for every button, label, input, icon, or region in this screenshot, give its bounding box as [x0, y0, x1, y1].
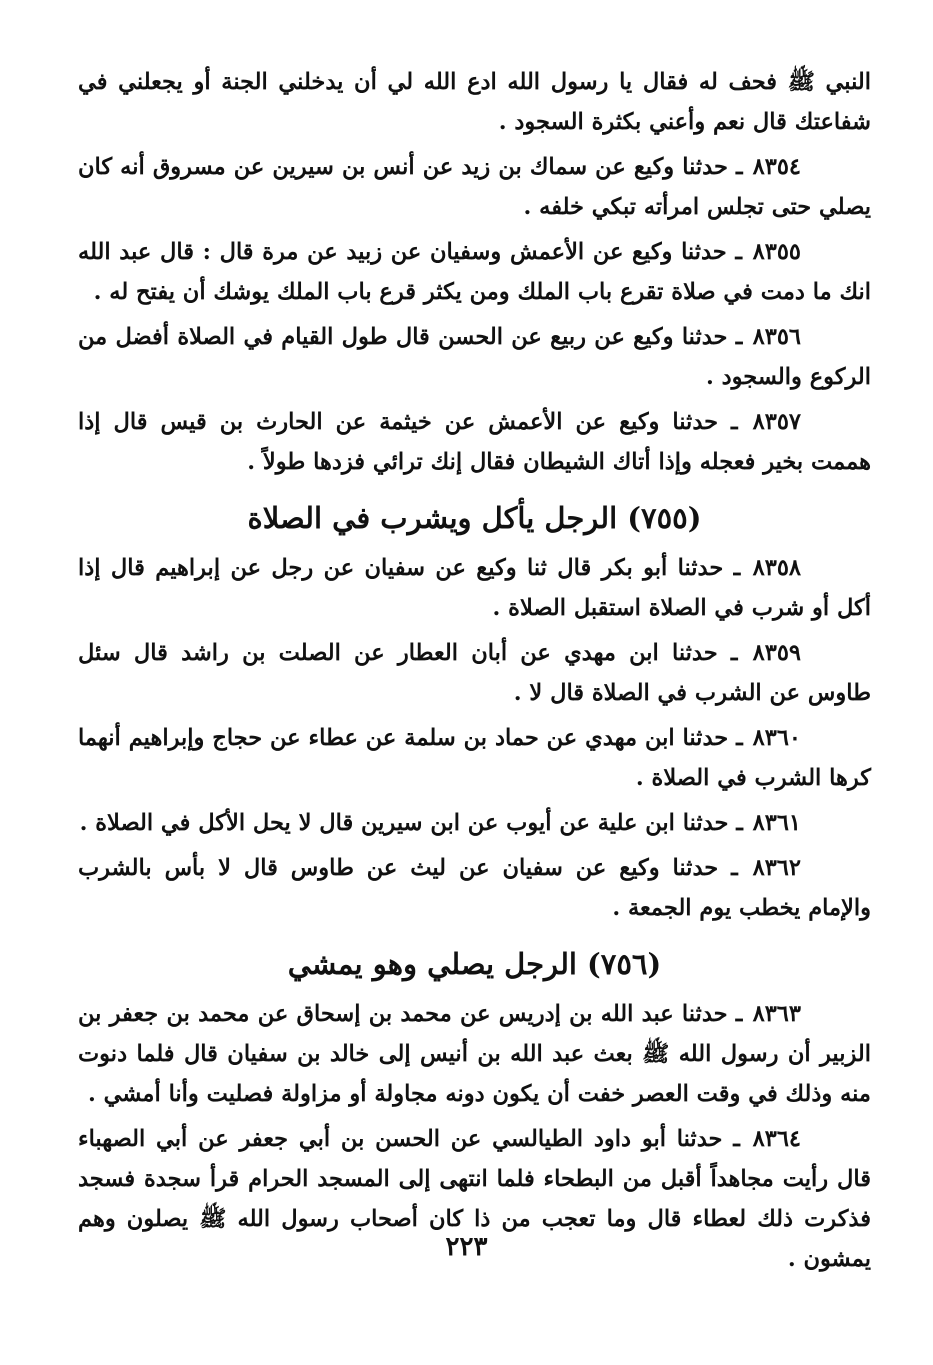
hadith-number: ٨٣٥٤: [752, 154, 801, 180]
hadith-paragraph: [78, 803, 871, 843]
hadith-number: ٨٣٦١: [752, 810, 801, 836]
hadith-number: ٨٣٦٣: [752, 1001, 801, 1027]
hadith-number: ٨٣٥٩: [752, 640, 801, 666]
hadith-text: النبي ﷺ فحف له فقال يا رسول الله ادع الله لي أن يدخلني الجنة أو يجعلني في شفاعتك قال نعم وأعني بكثرة السجود .: [78, 69, 871, 135]
hadith-number: ٨٣٥٧: [752, 409, 801, 435]
chapter-heading-756: (٧٥٦) الرجل يصلي وهو يمشي: [287, 947, 662, 981]
hadith-number: ٨٣٦٤: [752, 1126, 801, 1152]
hadith-text: ـ حدثنا ابن مهدي عن حماد بن سلمة عن عطاء عن حجاج وإبراهيم أنهما كرها الشرب في الصلاة .: [78, 725, 871, 791]
hadith-text: ـ حدثنا وكيع عن الأعمش وسفيان عن زبيد عن مرة قال : قال عبد الله انك ما دمت في صلاة تقرع باب الملك ومن يكثر قرع باب الملك يوشك أن يفتح له .: [78, 239, 871, 305]
hadith-paragraph: [78, 548, 871, 628]
hadith-number: ٨٣٥٥: [752, 239, 801, 265]
hadith-paragraph: [78, 62, 871, 142]
hadith-number: ٨٣٦٢: [752, 855, 801, 881]
hadith-paragraph: [78, 633, 871, 713]
page-body: [78, 62, 871, 1279]
hadith-paragraph: [78, 718, 871, 798]
hadith-text: ـ حدثنا أبو داود الطيالسي عن الحسن بن أبي جعفر عن أبي الصهباء قال رأيت مجاهداً أقبل من البطحاء فلما انتهى إلى المسجد الحرام قرأ سجدة فسجد فذكرت ذلك لعطاء قال وما تعجب من ذا كان أصحاب رسول الله ﷺ يصلون وهم يمشون .: [78, 1126, 871, 1272]
hadith-text: ـ حدثنا وكيع عن سفيان عن ليث عن طاوس قال لا بأس بالشرب والإمام يخطب يوم الجمعة .: [78, 855, 871, 921]
hadith-paragraph: [78, 317, 871, 397]
hadith-text: ـ حدثنا وكيع عن سماك بن زيد عن أنس بن سيرين عن مسروق أنه كان يصلي حتى تجلس امرأته تبكي خلفه .: [78, 154, 871, 220]
chapter-heading-755: (٧٥٥) الرجل يأكل ويشرب في الصلاة: [247, 501, 702, 535]
hadith-text: ـ حدثنا ابن مهدي عن أبان العطار عن الصلت بن راشد قال سئل طاوس عن الشرب في الصلاة قال لا .: [78, 640, 871, 706]
page-number: ٢٢٣: [445, 1232, 488, 1262]
hadith-paragraph: [78, 848, 871, 928]
hadith-paragraph: [78, 147, 871, 227]
hadith-paragraph: [78, 994, 871, 1114]
hadith-paragraph: [78, 232, 871, 312]
hadith-text: ـ حدثنا وكيع عن ربيع عن الحسن قال طول القيام في الصلاة أفضل من الركوع والسجود .: [78, 324, 871, 390]
hadith-text: ـ حدثنا ابن علية عن أيوب عن ابن سيرين قال لا يحل الأكل في الصلاة .: [79, 810, 743, 836]
hadith-number: ٨٣٥٦: [752, 324, 801, 350]
hadith-text: ـ حدثنا عبد الله بن إدريس عن محمد بن إسحاق عن محمد بن جعفر بن الزبير أن رسول الله ﷺ بعث عبد الله بن أنيس إلى خالد بن سفيان قال فلما دنوت منه وذلك في وقت العصر خفت أن يكون دونه مجاولة أو مزاولة فصليت وأنا أمشي .: [78, 1001, 871, 1107]
hadith-paragraph: [78, 402, 871, 482]
hadith-number: ٨٣٥٨: [752, 555, 801, 581]
hadith-number: ٨٣٦٠: [752, 725, 801, 751]
hadith-text: ـ حدثنا أبو بكر قال ثنا وكيع عن سفيان عن رجل عن إبراهيم قال إذا أكل أو شرب في الصلاة استقبل الصلاة .: [78, 555, 871, 621]
hadith-text: ـ حدثنا وكيع عن الأعمش عن خيثمة عن الحارث بن قيس قال إذا هممت بخير فعجله وإذا أتاك الشيطان فقال إنك ترائي فزدها طولاً .: [78, 409, 871, 475]
